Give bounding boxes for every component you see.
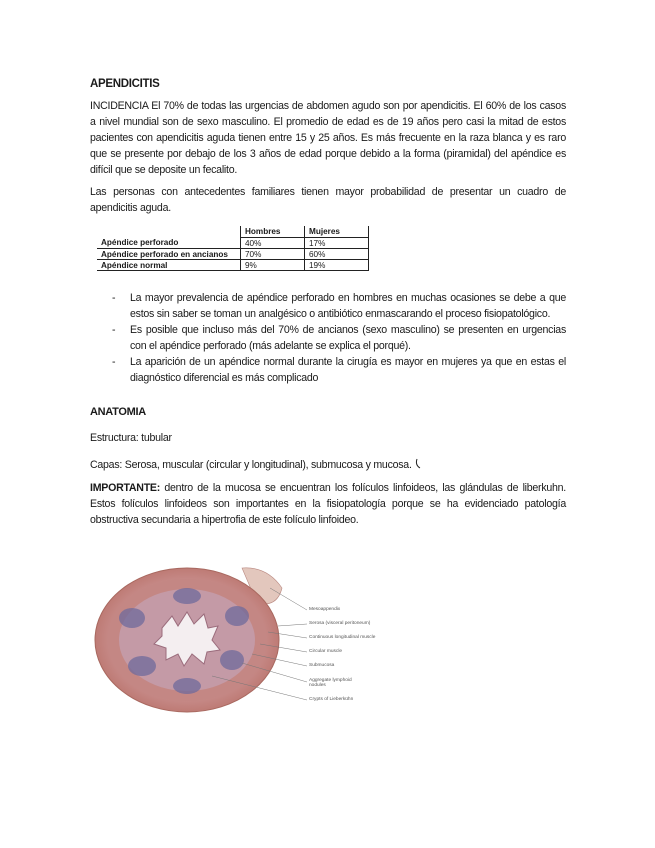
figure-label-crypts: Crypts of Lieberkühn — [309, 697, 354, 702]
table-header-row — [97, 226, 369, 238]
table-cell: 19% — [305, 260, 369, 271]
table-cell: 17% — [305, 238, 369, 249]
family-history-paragraph: Las personas con antecedentes familiares tienen mayor probabilidad de presentar un cuadro de apendicitis aguda. — [90, 186, 566, 214]
figure-label-lymphoid-nodules: Aggregate lymphoid nodules — [309, 678, 352, 688]
table-header-mujeres: Mujeres — [305, 226, 369, 238]
figure-label-longitudinal-muscle: Continuous longitudinal muscle — [309, 635, 376, 640]
importante-text: dentro de la mucosa se encuentran los folículos linfoideos, las glándulas de liberkuhn. Estos folículos linfoideos son importantes en la fisiopatología porque se ha evidenciado patología obstructiva secundaria a hipertrofia de este folículo linfoideo. — [90, 482, 566, 526]
bullet-text: La aparición de un apéndice normal durante la cirugía es mayor en mujeres ya que en estas el diagnóstico diferencial es más complicado — [130, 356, 566, 384]
section-title-anatomia: ANATOMIA — [90, 406, 146, 418]
table-row — [97, 260, 369, 271]
table-cell: Apéndice perforado — [97, 238, 241, 249]
figure-label-serosa: Serosa (visceral peritoneum) — [309, 621, 371, 626]
table-cell: Apéndice normal — [97, 260, 241, 271]
table-cell: 40% — [241, 238, 305, 249]
bullet-marker: - — [112, 292, 116, 304]
table-cell: 70% — [241, 249, 305, 260]
table-row — [97, 238, 369, 249]
table-cell: 60% — [305, 249, 369, 260]
text-cursor-icon — [414, 458, 422, 470]
prevalence-bullet-list — [90, 290, 566, 386]
bullet-marker: - — [112, 324, 116, 336]
bullet-text: La mayor prevalencia de apéndice perforado en hombres en muchas ocasiones se debe a que estos sin saber se toman un analgésico o antibiótico enmascarando el proceso fisiopatológico. — [130, 292, 566, 320]
list-item — [90, 354, 566, 386]
incidence-paragraph: INCIDENCIA El 70% de todas las urgencias de abdomen agudo son por apendicitis. El 60% de los casos a nivel mundial son de sexo masculino. El promedio de edad es de 19 años pero casi la mitad de estos pacientes con apendicitis aguda tienen entre 15 y 25 años. Es más frecuente en la raza blanca y es raro que se presente por debajo de los 3 años de edad porque debido a la forma (piramidal) del apéndice es difícil que se deposite un fecalito. — [90, 100, 566, 176]
bullet-text: Es posible que incluso más del 70% de ancianos (sexo masculino) se presenten en urgencias con el apéndice perforado (más adelante se explica el porqué). — [130, 324, 566, 352]
perforation-table — [97, 226, 369, 271]
list-item — [90, 322, 566, 354]
appendix-cross-section-figure — [92, 548, 392, 716]
table-header-empty — [97, 226, 241, 238]
figure-label-submucosa: Submucosa — [309, 663, 335, 668]
bullet-marker: - — [112, 356, 116, 368]
capas-text: Capas: Serosa, muscular (circular y longitudinal), submucosa y mucosa. — [90, 459, 412, 471]
table-cell: 9% — [241, 260, 305, 271]
figure-label-circular-muscle: Circular muscle — [309, 649, 343, 654]
capas-line — [90, 458, 422, 471]
list-item — [90, 290, 566, 322]
table-cell: Apéndice perforado en ancianos — [97, 249, 241, 260]
importante-paragraph — [90, 480, 566, 528]
estructura-line: Estructura: tubular — [90, 432, 172, 444]
page-title: APENDICITIS — [90, 78, 160, 90]
appendix-histology-illustration — [92, 548, 392, 716]
importante-label: IMPORTANTE: — [90, 482, 161, 494]
table-row — [97, 249, 369, 260]
figure-label-mesoappendix: Mesoappendix — [309, 607, 341, 612]
table-header-hombres: Hombres — [241, 226, 305, 238]
